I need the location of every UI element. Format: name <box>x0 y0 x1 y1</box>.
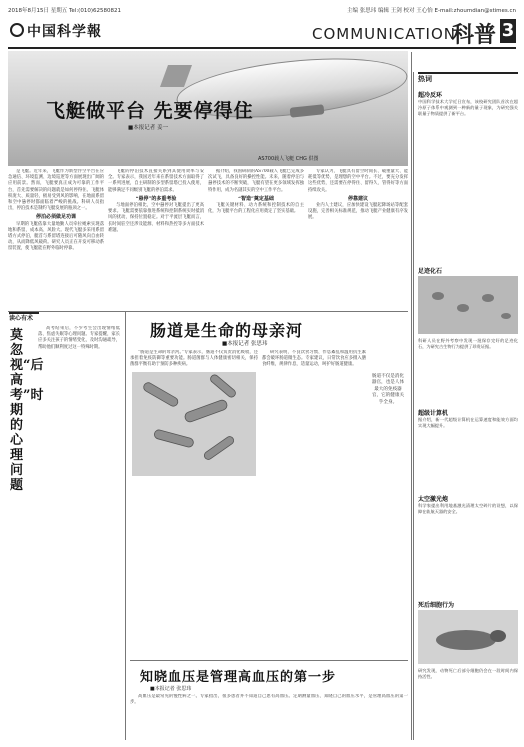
article-col-1: 是飞艇。近年来，飞艇作为新型浮空平台在应急通信、环境监测、边境巡逻等方面展现出广阔的应用前景。然而，飞艇要真正成为可靠的工作平台，首先需要解决的问题就是如何停得住。飞艇体积庞大、质量轻，极易受到风的影响，在地面系留和空中悬停时都面临着严峻的挑战。科研人员指出，停泊技术是制约飞艇发展的瓶颈之一。 停泊必须做足功课 早期的飞艇依靠大量地勤人员牵拉绳索实现落地和系留，成本高、风险大。现代飞艇多采用系留塔方式停泊，艇首与系留塔连接后可随风向自由转动，从而降低风载荷。研究人员正在开发可移动系留装置，使飞艇能在野外临时停靠。 <box>8 169 104 252</box>
middle-byline: ■本报记者 张思玮 <box>222 341 268 347</box>
sidebar-item-text: 中国科学技术大学近日宣布，该校研究团队首次在超冷原子体系中观测到一种新的量子现象，为研究强关联量子物质提供了新平台。 <box>418 99 518 116</box>
middle-body: 研究表明，不良饮食习惯、作息紊乱和滥用抗生素都会破坏肠道微生态。专家建议，日常饮食应多摄入膳食纤维，规律作息，适量运动，呵护好肠道健康。 <box>262 350 366 368</box>
sidebar-item-title: 太空激光炮 <box>418 496 449 503</box>
sidebar-item-title: 超冷反环 <box>418 92 443 99</box>
divider <box>8 311 408 312</box>
fossil-illustration <box>418 276 518 334</box>
animal-image <box>418 610 518 664</box>
image-note: 肠道不仅是消化器官，也是人体最大的免疫器官，它的健康关乎全身。 <box>371 374 405 405</box>
divider <box>130 660 408 661</box>
top-info-line <box>8 4 516 14</box>
article-col-2: 飞艇的停泊技术直接关系到其使用效率与安全。专家表示，我国近年来在系留技术方面取得了一系列进展，自主研制的多型系留塔已投入使用，能够满足不同级别飞艇的停泊需求。 “悬停”的多重考验 与地面停泊相比，空中悬停对飞艇提出了更高要求。飞艇需要依靠推进系统和控制系统实时抵消风的扰动，保持位置稳定。对于平流层飞艇而言，长时间驻空还涉及能源、材料和热控等多方面技术难题。 <box>108 169 204 233</box>
editor-line: 主编 张思玮 编辑 王剑 校对 王心怡 E-mail:zhoumdian@stimes.cn <box>347 8 516 14</box>
masthead <box>8 15 516 49</box>
bacteria-illustration <box>132 372 256 476</box>
fossil-image <box>418 276 518 334</box>
bottom-byline: ■本报记者 张思玮 <box>150 686 192 692</box>
bottom-title: 知晓血压是管理高血压的第一步 <box>140 670 337 685</box>
sidebar-item-title: 死后细胞行为 <box>418 602 455 609</box>
sidebar-item-title: 超级计算机 <box>418 410 449 417</box>
newspaper-logo: 中国科学報 <box>10 21 102 41</box>
sidebar <box>413 72 519 740</box>
sidebar-item-text: 据介绍，新一代超级计算机在运算速度和能效方面均实现大幅提升。 <box>418 417 518 428</box>
column-text: 高考结束后，不少考生会出现情绪低落、焦虑失眠等心理问题。专家提醒，家长应多关注孩子的情绪变化，及时沟通疏导，帮助他们顺利度过这一特殊时期。 <box>38 326 120 350</box>
bottom-body: 高血压是最常见的慢性病之一。专家指出，很多患者并不知道自己患有高血压。定期测量血压、知晓自己的血压水平，是管理高血压的第一步。 <box>130 694 408 706</box>
middle-intro: “肠道是生命的母亲河。”专家表示，肠道不仅负责消化吸收，还承担着免疫防御等重要功能。肠道菌群与人体健康密切相关，保持菌群平衡有助于预防多种疾病。 <box>130 350 258 368</box>
section-chinese: 科普 <box>451 22 496 48</box>
hero-byline: ■本报记者 姜一 <box>128 125 168 131</box>
logo-icon <box>10 23 24 37</box>
section-english: COMMUNICATION <box>312 25 456 43</box>
sidebar-header: 热词 <box>418 72 518 84</box>
article-col-3: 据介绍，我国研制的AS700载人飞艇已完成多次试飞，具备良好的操控性能。未来，随着停泊与悬停技术的不断突破，飞艇有望在更多领域发挥独特作用，成为名副其实的空中工作平台。 “智造”奠定基础 飞艇关键材料、动力系统和控制技术的自主化，为飞艇平台的工程化应用奠定了坚实基础。 <box>208 169 304 215</box>
sidebar-item-text: 科研人员在野外考察中发现一批保存完好的足迹化石，为研究古生物行为提供了珍贵证据。 <box>418 338 518 349</box>
date-line: 2018年8月15日 星期五 Tel:(010)62580821 <box>8 8 121 14</box>
page-number: 3 <box>501 20 515 41</box>
animal-illustration <box>418 610 518 664</box>
hero-title: 飞艇做平台 先要停得住 <box>46 100 254 122</box>
hero-image <box>8 51 408 166</box>
divider <box>125 312 126 740</box>
article-col-4: 专家认为，飞艇具有留空时间长、载重量大、能耗低等优势，是理想的空中平台。不过，要充分发挥这些优势，还需要在停得住、留得久、管得好等方面持续攻关。 停靠建议 业内人士建议，应加快建设飞艇起降场站等配套设施，完善相关标准规范，推动飞艇产业健康有序发展。 <box>308 169 408 221</box>
intestine-image <box>132 372 256 476</box>
sidebar-item-text: 研究发现，动物死亡后部分细胞仍会在一段时间内保持活性。 <box>418 668 518 679</box>
divider <box>411 52 412 740</box>
sidebar-item-title: 足迹化石 <box>418 268 443 275</box>
column-title: 莫忽视“后高考”时期的心理问题 <box>10 328 44 493</box>
column-header: 读心有术 <box>9 312 39 324</box>
sidebar-item-text: 科学家提出利用地基激光清理太空碎片的设想，以保障在轨航天器的安全。 <box>418 503 518 514</box>
middle-title: 肠道是生命的母亲河 <box>150 321 304 340</box>
hero-caption: AS700载人飞艇 CHG 供图 <box>258 156 319 162</box>
